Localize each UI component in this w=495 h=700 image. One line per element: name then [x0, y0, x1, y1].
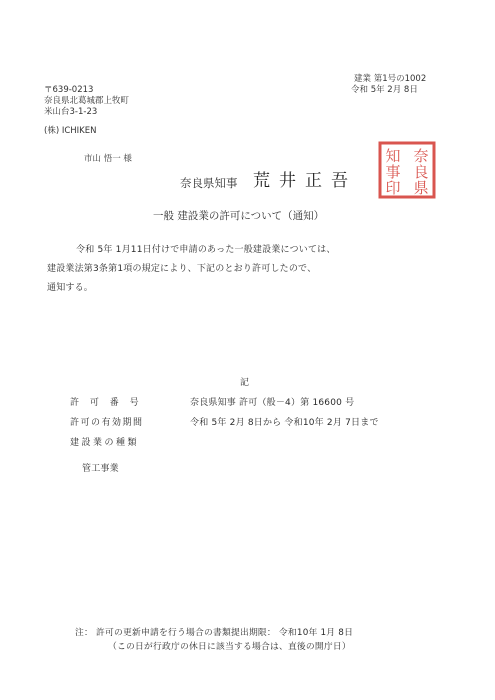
issue-date: 令和 5年 2月 8日	[351, 85, 418, 95]
sender-title: 奈良県知事	[180, 176, 238, 190]
seal-char: 良	[413, 163, 429, 181]
permit-number-label: 許 可 番 号	[70, 398, 143, 408]
seal-char: 県	[413, 179, 429, 197]
address-line-2: 米山台3-1-23	[44, 107, 98, 117]
body-line-3: 通知する。	[47, 283, 94, 293]
seal-char: 奈	[413, 147, 429, 165]
validity-value: 令和 5年 2月 8日から 令和10年 2月 7日まで	[190, 418, 379, 428]
document-subject: 一般 建設業の許可について（通知）	[153, 210, 325, 222]
sender-name: 荒井正吾	[253, 171, 357, 191]
recipient-name: 市山 悟一 様	[84, 154, 132, 164]
ki-heading: 記	[240, 378, 250, 388]
company-name: (株) ICHIKEN	[44, 126, 97, 136]
business-type-label: 建設業の種類	[70, 438, 140, 448]
permit-number-value: 奈良県知事 許可（般－4）第 16600 号	[190, 398, 355, 408]
body-line-2: 建設業法第3条第1項の規定により、下記のとおり許可したので、	[47, 264, 317, 274]
business-type-value: 管工事業	[82, 464, 119, 474]
document-number: 建業 第1号の1002	[354, 74, 427, 84]
body-line-1: 令和 5年 1月11日付けで申請のあった一般建設業については、	[76, 245, 336, 255]
address-line-1: 奈良県北葛城郡上牧町	[44, 96, 130, 106]
postal-code: 〒639-0213	[44, 85, 94, 95]
seal-char: 事	[385, 163, 401, 181]
validity-label: 許可の有効期間	[70, 418, 144, 428]
official-seal-icon	[378, 141, 436, 199]
footer-note-line-2: （この日が行政庁の休日に該当する場合は、直後の開庁日）	[108, 642, 351, 652]
seal-char: 印	[385, 179, 401, 197]
seal-char: 知	[385, 147, 401, 165]
footer-note-line-1: 注： 許可の更新申請を行う場合の書類提出期限： 令和10年 1月 8日	[75, 628, 354, 638]
